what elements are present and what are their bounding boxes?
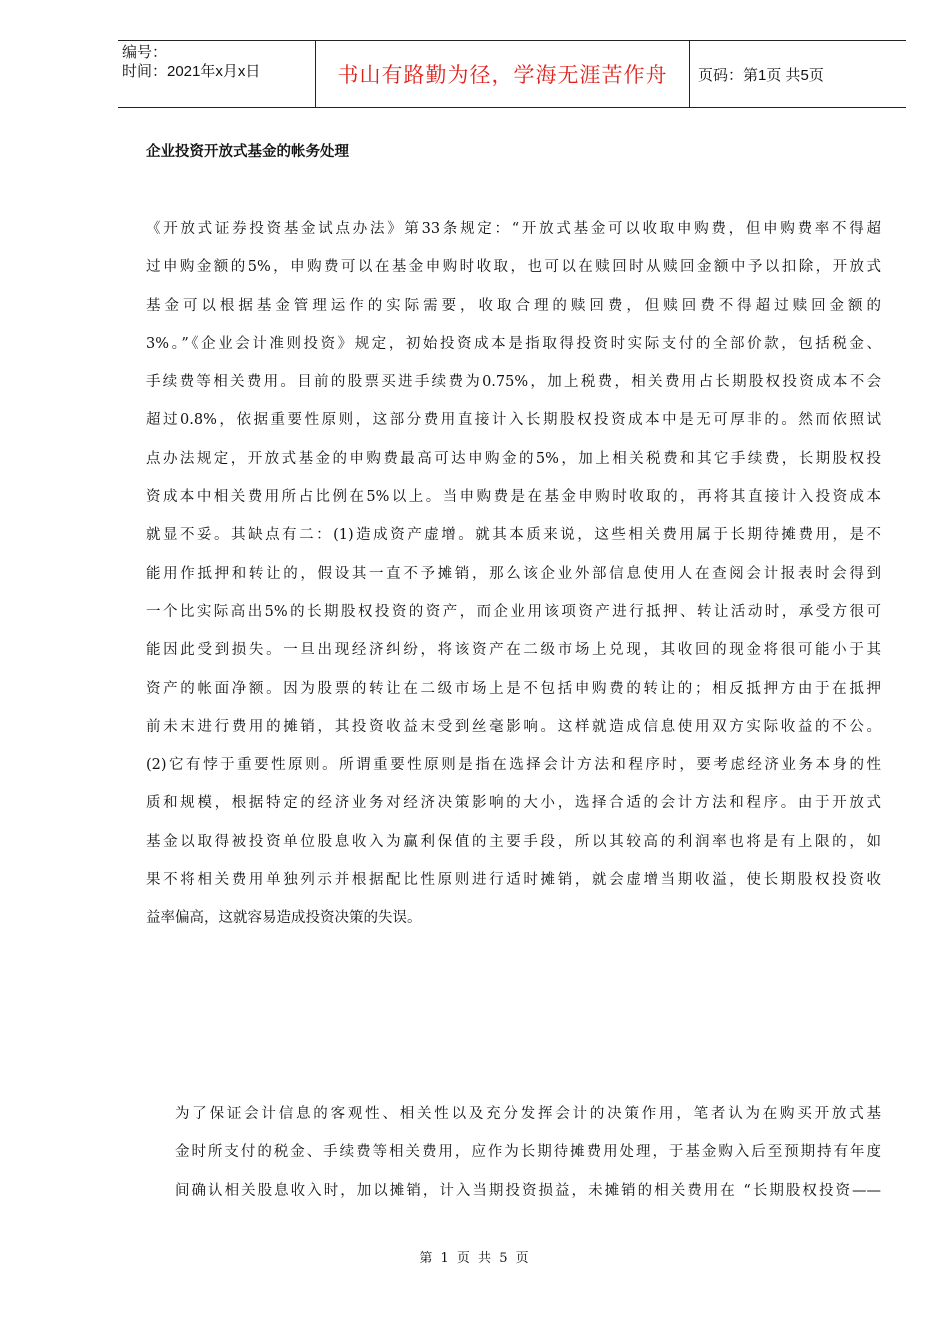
time-label: 时间：2021年x月x日	[122, 63, 261, 80]
paragraph-line: 就显不妥。其缺点有二：(1)造成资产虚增。就其本质来说，这些相关费用属于长期待摊费用，是不	[146, 527, 881, 544]
paragraph-line: 资成本中相关费用所占比例在5%以上。当申购费是在基金申购时收取的，再将其直接计入投资成本	[146, 489, 881, 506]
paragraph-line: 质和规模，根据特定的经济业务对经济决策影响的大小，选择合适的会计方法和程序。由于开放式	[146, 795, 881, 812]
header-meta	[118, 41, 316, 107]
paragraph-line: 能用作抵押和转让的，假设其一直不予摊销，那么该企业外部信息使用人在查阅会计报表时会得到	[146, 565, 881, 582]
paragraph-line: 基金以取得被投资单位股息收入为赢利保值的主要手段，所以其较高的利润率也将是有上限的，如	[146, 833, 881, 850]
paragraph-line: 点办法规定，开放式基金的申购费最高可达申购金的5%，加上相关税费和其它手续费，长期股权投	[146, 450, 881, 467]
paragraph-line: 一个比实际高出5%的长期股权投资的资产，而企业用该项资产进行抵押、转让活动时，承受方很可	[146, 603, 881, 620]
paragraph-line: 为了保证会计信息的客观性、相关性以及充分发挥会计的决策作用，笔者认为在购买开放式基	[175, 1106, 881, 1122]
paragraph-line: 前未末进行费用的摊销，其投资收益末受到丝毫影响。这样就造成信息使用双方实际收益的不公。	[146, 718, 881, 735]
number-label: 编号：	[122, 44, 168, 61]
paragraph-line: 手续费等相关费用。目前的股票买进手续费为0.75%，加上税费，相关费用占长期股权投资成本不会	[146, 374, 881, 391]
document-title: 企业投资开放式基金的帐务处理	[146, 144, 349, 160]
page-footer: 第 1 页 共 5 页	[419, 1251, 531, 1266]
header-page-info: 页码：第1页 共5页	[698, 66, 824, 84]
paragraph-line: (2)它有悖于重要性原则。所谓重要性原则是指在选择会计方法和程序时，要考虑经济业务本身的性	[146, 757, 881, 774]
paragraph-line: 基金可以根据基金管理运作的实际需要，收取合理的赎回费，但赎回费不得超过赎回金额的	[146, 297, 881, 314]
paragraph-line: 资产的帐面净额。因为股票的转让在二级市场上是不包括申购费的转让的；相反抵押方由于在抵押	[146, 680, 881, 697]
paragraph-line: 益率偏高，这就容易造成投资决策的失误。	[146, 910, 422, 927]
paragraph-line: 超过0.8%，依据重要性原则，这部分费用直接计入长期股权投资成本中是无可厚非的。然而依照试	[146, 412, 881, 429]
paragraph-line: 《开放式证券投资基金试点办法》第33条规定：“开放式基金可以收取申购费，但申购费率不得超	[146, 221, 881, 237]
paragraph-line: 能因此受到损失。一旦出现经济纠纷，将该资产在二级市场上兑现，其收回的现金将很可能小于其	[146, 642, 881, 659]
paragraph-1	[146, 210, 881, 938]
paragraph-2	[146, 1095, 881, 1210]
paragraph-line: 过申购金额的5%，申购费可以在基金申购时收取，也可以在赎回时从赎回金额中予以扣除，开放式	[146, 259, 881, 276]
header-motto: 书山有路勤为径，学海无涯苦作舟	[316, 41, 690, 107]
paragraph-line: 金时所支付的税金、手续费等相关费用，应作为长期待摊费用处理，于基金购入后至预期持有年度	[175, 1144, 881, 1161]
paragraph-line: 果不将相关费用单独列示并根据配比性原则进行适时摊销，就会虚增当期收溢，使长期股权投资收	[146, 872, 881, 889]
header-table	[118, 40, 906, 108]
paragraph-line: 间确认相关股息收入时，加以摊销，计入当期投资损益，未摊销的相关费用在 “长期股权投资——	[175, 1182, 881, 1199]
paragraph-line: 3%。”《企业会计准则投资》规定，初始投资成本是指取得投资时实际支付的全部价款，包括税金、	[146, 335, 881, 352]
